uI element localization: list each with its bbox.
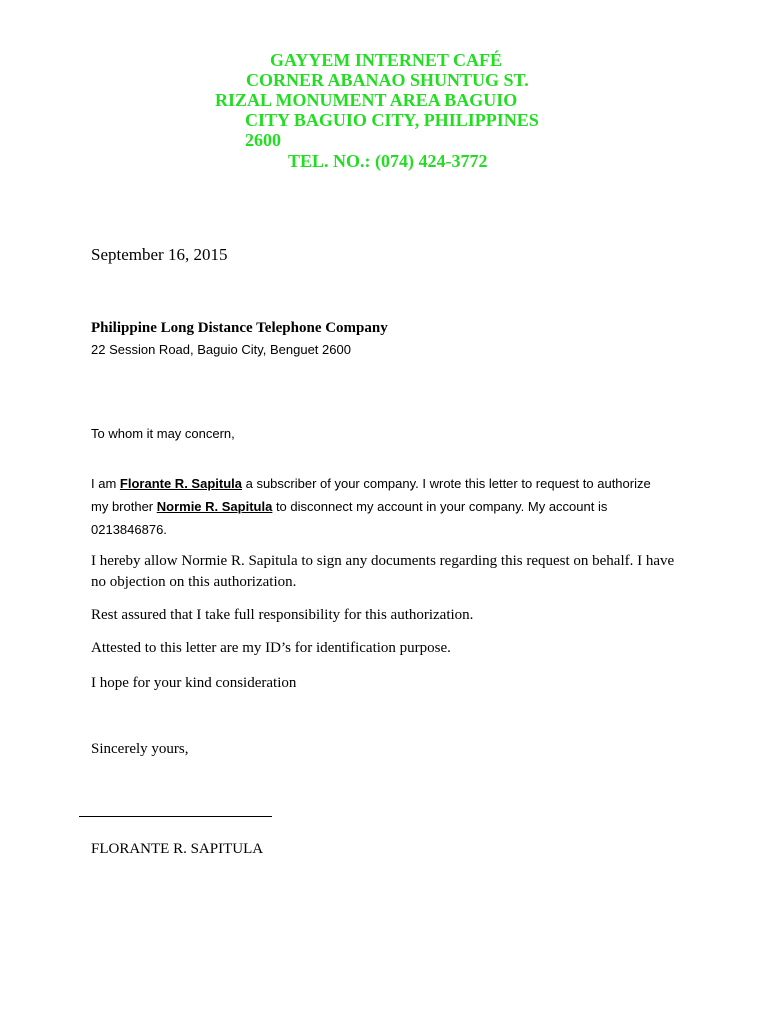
authorized-name: Normie R. Sapitula <box>156 499 273 514</box>
paragraph-1-line-1 <box>91 473 651 495</box>
paragraph-5: I hope for your kind consideration <box>91 675 297 691</box>
company-telephone: TEL. NO.: (074) 424-3772 <box>288 151 488 171</box>
letter-date: September 16, 2015 <box>91 245 228 264</box>
account-number: 0213846876. <box>91 522 167 537</box>
paragraph-3: Rest assured that I take full responsibility for this authorization. <box>91 607 474 623</box>
recipient-address: 22 Session Road, Baguio City, Benguet 2600 <box>91 342 351 357</box>
paragraph-2-line-1: I hereby allow Normie R. Sapitula to sign any documents regarding this request on behalf. I have <box>91 553 675 569</box>
signature-line <box>79 816 272 817</box>
salutation: To whom it may concern, <box>91 426 235 441</box>
closing: Sincerely yours, <box>91 741 189 757</box>
p1-line2-prefix: my brother <box>91 499 157 514</box>
subscriber-name: Florante R. Sapitula <box>119 476 242 491</box>
company-address-line-2: RIZAL MONUMENT AREA BAGUIO <box>215 90 518 110</box>
paragraph-4: Attested to this letter are my ID’s for identification purpose. <box>91 640 451 656</box>
company-address-line-3: CITY BAGUIO CITY, PHILIPPINES <box>245 110 539 130</box>
p1-middle: a subscriber of your company. I wrote this letter to request to authorize <box>241 476 651 491</box>
recipient-company: Philippine Long Distance Telephone Company <box>91 320 388 336</box>
p1-line2-suffix: to disconnect my account in your company. My account is <box>272 499 608 514</box>
company-postal-code: 2600 <box>245 130 281 150</box>
signatory-name: FLORANTE R. SAPITULA <box>91 841 264 857</box>
paragraph-1-line-2 <box>91 496 607 518</box>
paragraph-2-line-2: no objection on this authorization. <box>91 574 297 590</box>
p1-prefix: I am <box>91 476 120 491</box>
company-address-line-1: CORNER ABANAO SHUNTUG ST. <box>246 70 529 90</box>
company-name: GAYYEM INTERNET CAFÉ <box>270 50 503 70</box>
